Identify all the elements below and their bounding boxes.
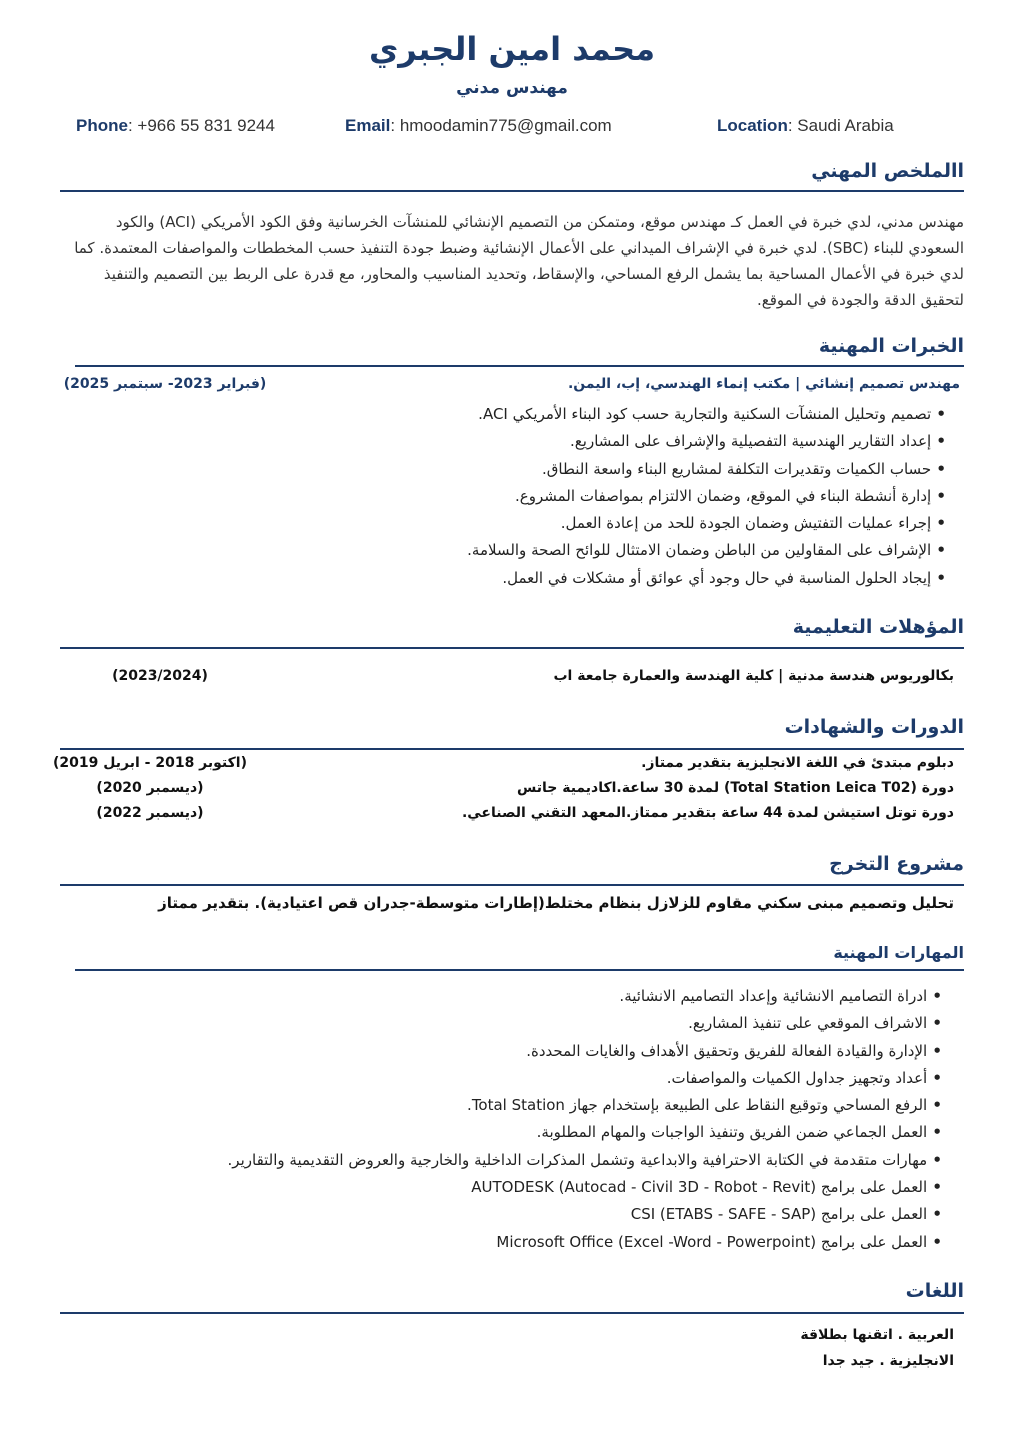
phone-label: Phone bbox=[76, 116, 128, 135]
candidate-role: مهندس مدني bbox=[456, 78, 568, 98]
contact-phone: Phone: +966 55 831 9244 bbox=[76, 116, 275, 135]
list-item: • حساب الكميات وتقديرات التكلفة لمشاريع البناء واسعة النطاق. bbox=[467, 456, 946, 483]
project-text: تحليل وتصميم مبنى سكني مقاوم للزلازل بنظام مختلط(إطارات متوسطة-جدران قص اعتيادية). بتقدير ممتاز bbox=[158, 894, 954, 912]
course-name: دورة (Total Station Leica T02) لمدة 30 ساعة.اكاديمية جاتس bbox=[516, 780, 954, 796]
list-item: • إيجاد الحلول المناسبة في حال وجود أي عوائق أو مشكلات في العمل. bbox=[467, 565, 946, 592]
course-row bbox=[50, 755, 954, 771]
divider bbox=[60, 190, 964, 192]
email-label: Email bbox=[345, 116, 391, 135]
education-date: (2023/2024) bbox=[112, 668, 208, 684]
summary-heading: االملخص المهني bbox=[811, 160, 964, 182]
list-item: • العمل على برامج CSI (ETABS - SAFE - SAP) bbox=[228, 1201, 942, 1228]
course-date: (ديسمبر 2020) bbox=[96, 780, 204, 796]
list-item: • أعداد وتجهيز جداول الكميات والمواصفات. bbox=[228, 1065, 942, 1092]
list-item: • إجراء عمليات التفتيش وضمان الجودة للحد من إعادة العمل. bbox=[467, 510, 946, 537]
experience-list bbox=[467, 401, 946, 592]
job-date: (فبراير 2023- سبتمبر 2025) bbox=[63, 376, 267, 392]
summary-text: مهندس مدني، لدي خبرة في العمل كـ مهندس موقع، ومتمكن من التصميم الإنشائي للمنشآت الخرسانية وفق الكود الأمريكي (ACI) والكود السعودي للبناء (SBC). لدي خبرة في الإشراف الميداني على الأعمال الإنشائية وضبط جودة التنفيذ حسب المخططات والمواصفات المعتمدة. كما لدي خبرة في الأعمال المساحية بما يشمل الرفع المساحي، والإسقاط، وتحديد المناسيب والمحاور، مع قدرة على الربط بين التصميم والتنفيذ لتحقيق الدقة والجودة في الموقع. bbox=[74, 213, 964, 309]
education-row bbox=[60, 668, 954, 684]
location-value: Saudi Arabia bbox=[797, 116, 894, 135]
experience-heading: الخبرات المهنية bbox=[818, 335, 964, 357]
list-item: • الإشراف على المقاولين من الباطن وضمان الامتثال للوائح الصحة والسلامة. bbox=[467, 537, 946, 564]
candidate-name: محمد امين الجبري bbox=[368, 30, 656, 68]
email-value: hmoodamin775@gmail.com bbox=[399, 116, 612, 135]
phone-value: +966 55 831 9244 bbox=[137, 116, 275, 135]
list-item: • إعداد التقارير الهندسية التفصيلية والإشراف على المشاريع. bbox=[467, 428, 946, 455]
course-name: دبلوم مبتدئ في اللغة الانجليزية بتقدير ممتاز. bbox=[641, 755, 954, 771]
course-date: (ديسمبر 2022) bbox=[96, 805, 204, 821]
list-item: • مهارات متقدمة في الكتابة الاحترافية والابداعية وتشمل المذكرات الداخلية والخارجية والعروض التقديمية والتقارير. bbox=[228, 1147, 942, 1174]
list-item: • إدارة أنشطة البناء في الموقع، وضمان الالتزام بمواصفات المشروع. bbox=[467, 483, 946, 510]
list-item: • الإدارة والقيادة الفعالة للفريق وتحقيق الأهداف والغايات المحددة. bbox=[228, 1038, 942, 1065]
divider bbox=[60, 647, 964, 649]
divider bbox=[75, 969, 964, 971]
languages-list bbox=[800, 1322, 954, 1374]
course-date: (اكتوبر 2018 - ابريل 2019) bbox=[53, 755, 247, 771]
course-name: دورة توتل استيشن لمدة 44 ساعة بتقدير ممتاز.المعهد التقني الصناعي. bbox=[461, 805, 954, 821]
education-heading: المؤهلات التعليمية bbox=[792, 616, 964, 638]
language-item: العربية . اتقنها بطلاقة bbox=[800, 1327, 954, 1343]
skills-heading: المهارات المهنية bbox=[833, 943, 964, 962]
divider bbox=[75, 365, 964, 367]
skills-list bbox=[228, 983, 942, 1256]
list-item: • العمل على برامج AUTODESK (Autocad - Civil 3D - Robot - Revit) bbox=[228, 1174, 942, 1201]
list-item: • ادراة التصاميم الانشائية وإعداد التصاميم الانشائية. bbox=[228, 983, 942, 1010]
job-title: مهندس تصميم إنشائي | مكتب إنماء الهندسي، إب، اليمن. bbox=[567, 376, 960, 392]
degree: بكالوريوس هندسة مدنية | كلية الهندسة والعمارة جامعة اب bbox=[553, 668, 954, 684]
list-item: • تصميم وتحليل المنشآت السكنية والتجارية حسب كود البناء الأمريكي ACI. bbox=[467, 401, 946, 428]
courses-heading: الدورات والشهادات bbox=[784, 716, 964, 738]
list-item: • الرفع المساحي وتوقيع النقاط على الطبيعة بإستخدام جهاز Total Station. bbox=[228, 1092, 942, 1119]
language-item: الانجليزية . جيد جدا bbox=[822, 1353, 954, 1369]
course-row bbox=[50, 780, 954, 796]
divider bbox=[60, 748, 964, 750]
divider bbox=[60, 884, 964, 886]
location-label: Location bbox=[717, 116, 788, 135]
list-item: • الاشراف الموقعي على تنفيذ المشاريع. bbox=[228, 1010, 942, 1037]
project-heading: مشروع التخرج bbox=[829, 853, 964, 875]
contact-location: Location: Saudi Arabia bbox=[717, 116, 894, 135]
languages-heading: اللغات bbox=[905, 1280, 964, 1302]
list-item: • العمل الجماعي ضمن الفريق وتنفيذ الواجبات والمهام المطلوبة. bbox=[228, 1119, 942, 1146]
list-item: • العمل على برامج Microsoft Office (Excel -Word - Powerpoint) bbox=[228, 1229, 942, 1256]
contact-email: Email: hmoodamin775@gmail.com bbox=[345, 116, 612, 135]
job-row bbox=[50, 376, 960, 392]
divider bbox=[60, 1312, 964, 1314]
course-row bbox=[50, 805, 954, 821]
